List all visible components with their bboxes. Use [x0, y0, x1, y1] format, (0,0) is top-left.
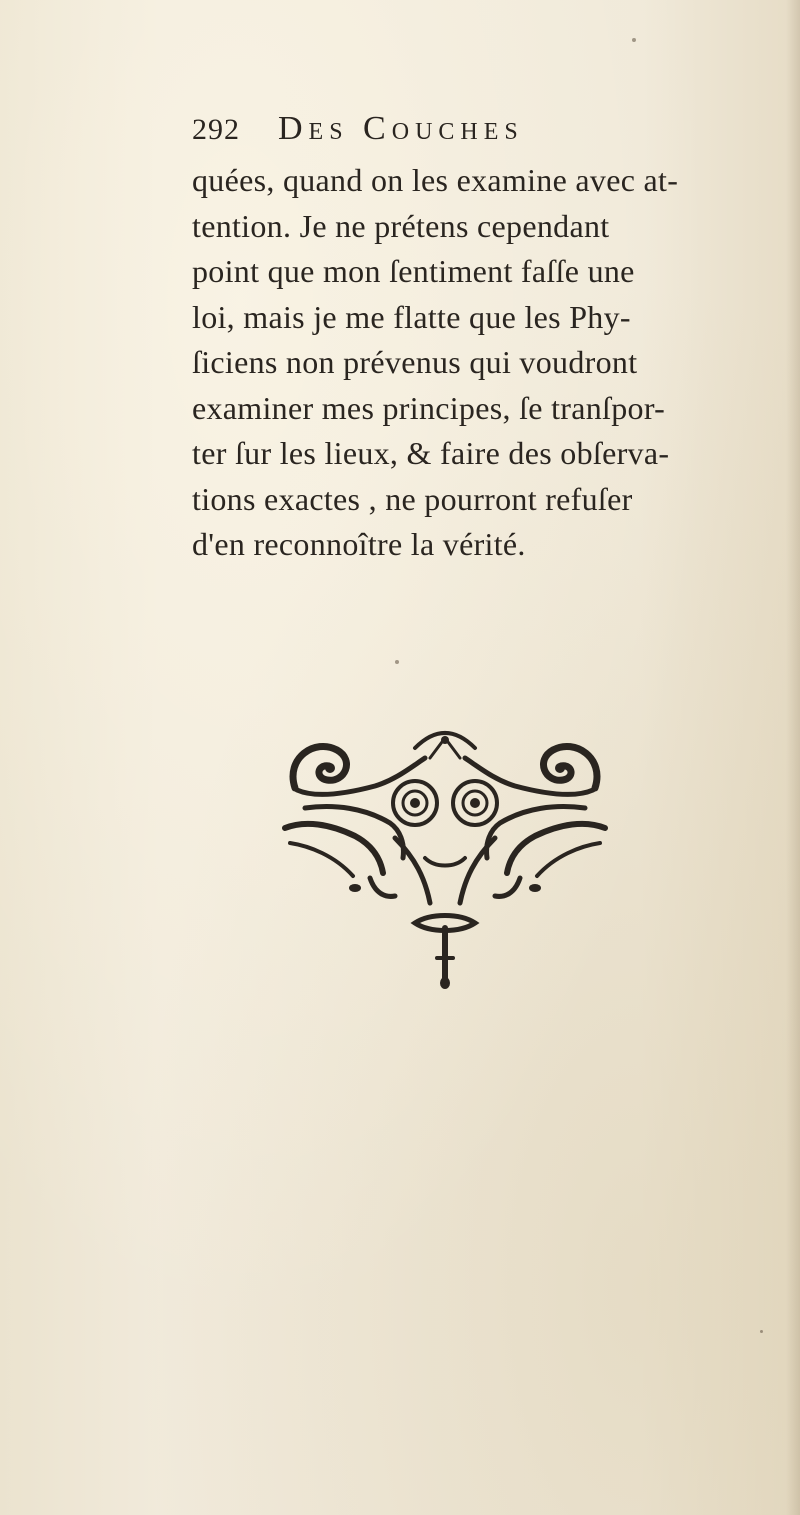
text-line: ter ſur les lieux, & faire des obſerva- [192, 435, 670, 471]
text-line: quées, quand on les examine avec at- [192, 162, 679, 198]
text-line: loi, mais je me flatte que les Phy- [192, 298, 631, 335]
paper-speck [395, 660, 399, 664]
text-line: ſiciens non prévenus qui voudront [192, 344, 638, 380]
body-text [192, 158, 792, 568]
running-header [192, 110, 632, 154]
text-line: tention. Je ne prétens cependant [192, 207, 610, 244]
text-line: point que mon ſentiment faſſe une [192, 253, 635, 289]
text-line: d'en reconnoître la vérité. [192, 526, 526, 562]
text-line: examiner mes principes, ſe tranſpor- [192, 389, 666, 426]
paper-speck [760, 1330, 763, 1333]
running-title: Des Couches [278, 110, 524, 147]
text-line: tions exactes , ne pourront refuſer [192, 480, 633, 517]
paper-speck [632, 38, 636, 42]
page-number: 292 [192, 113, 240, 146]
fleuron-icon [275, 728, 615, 990]
